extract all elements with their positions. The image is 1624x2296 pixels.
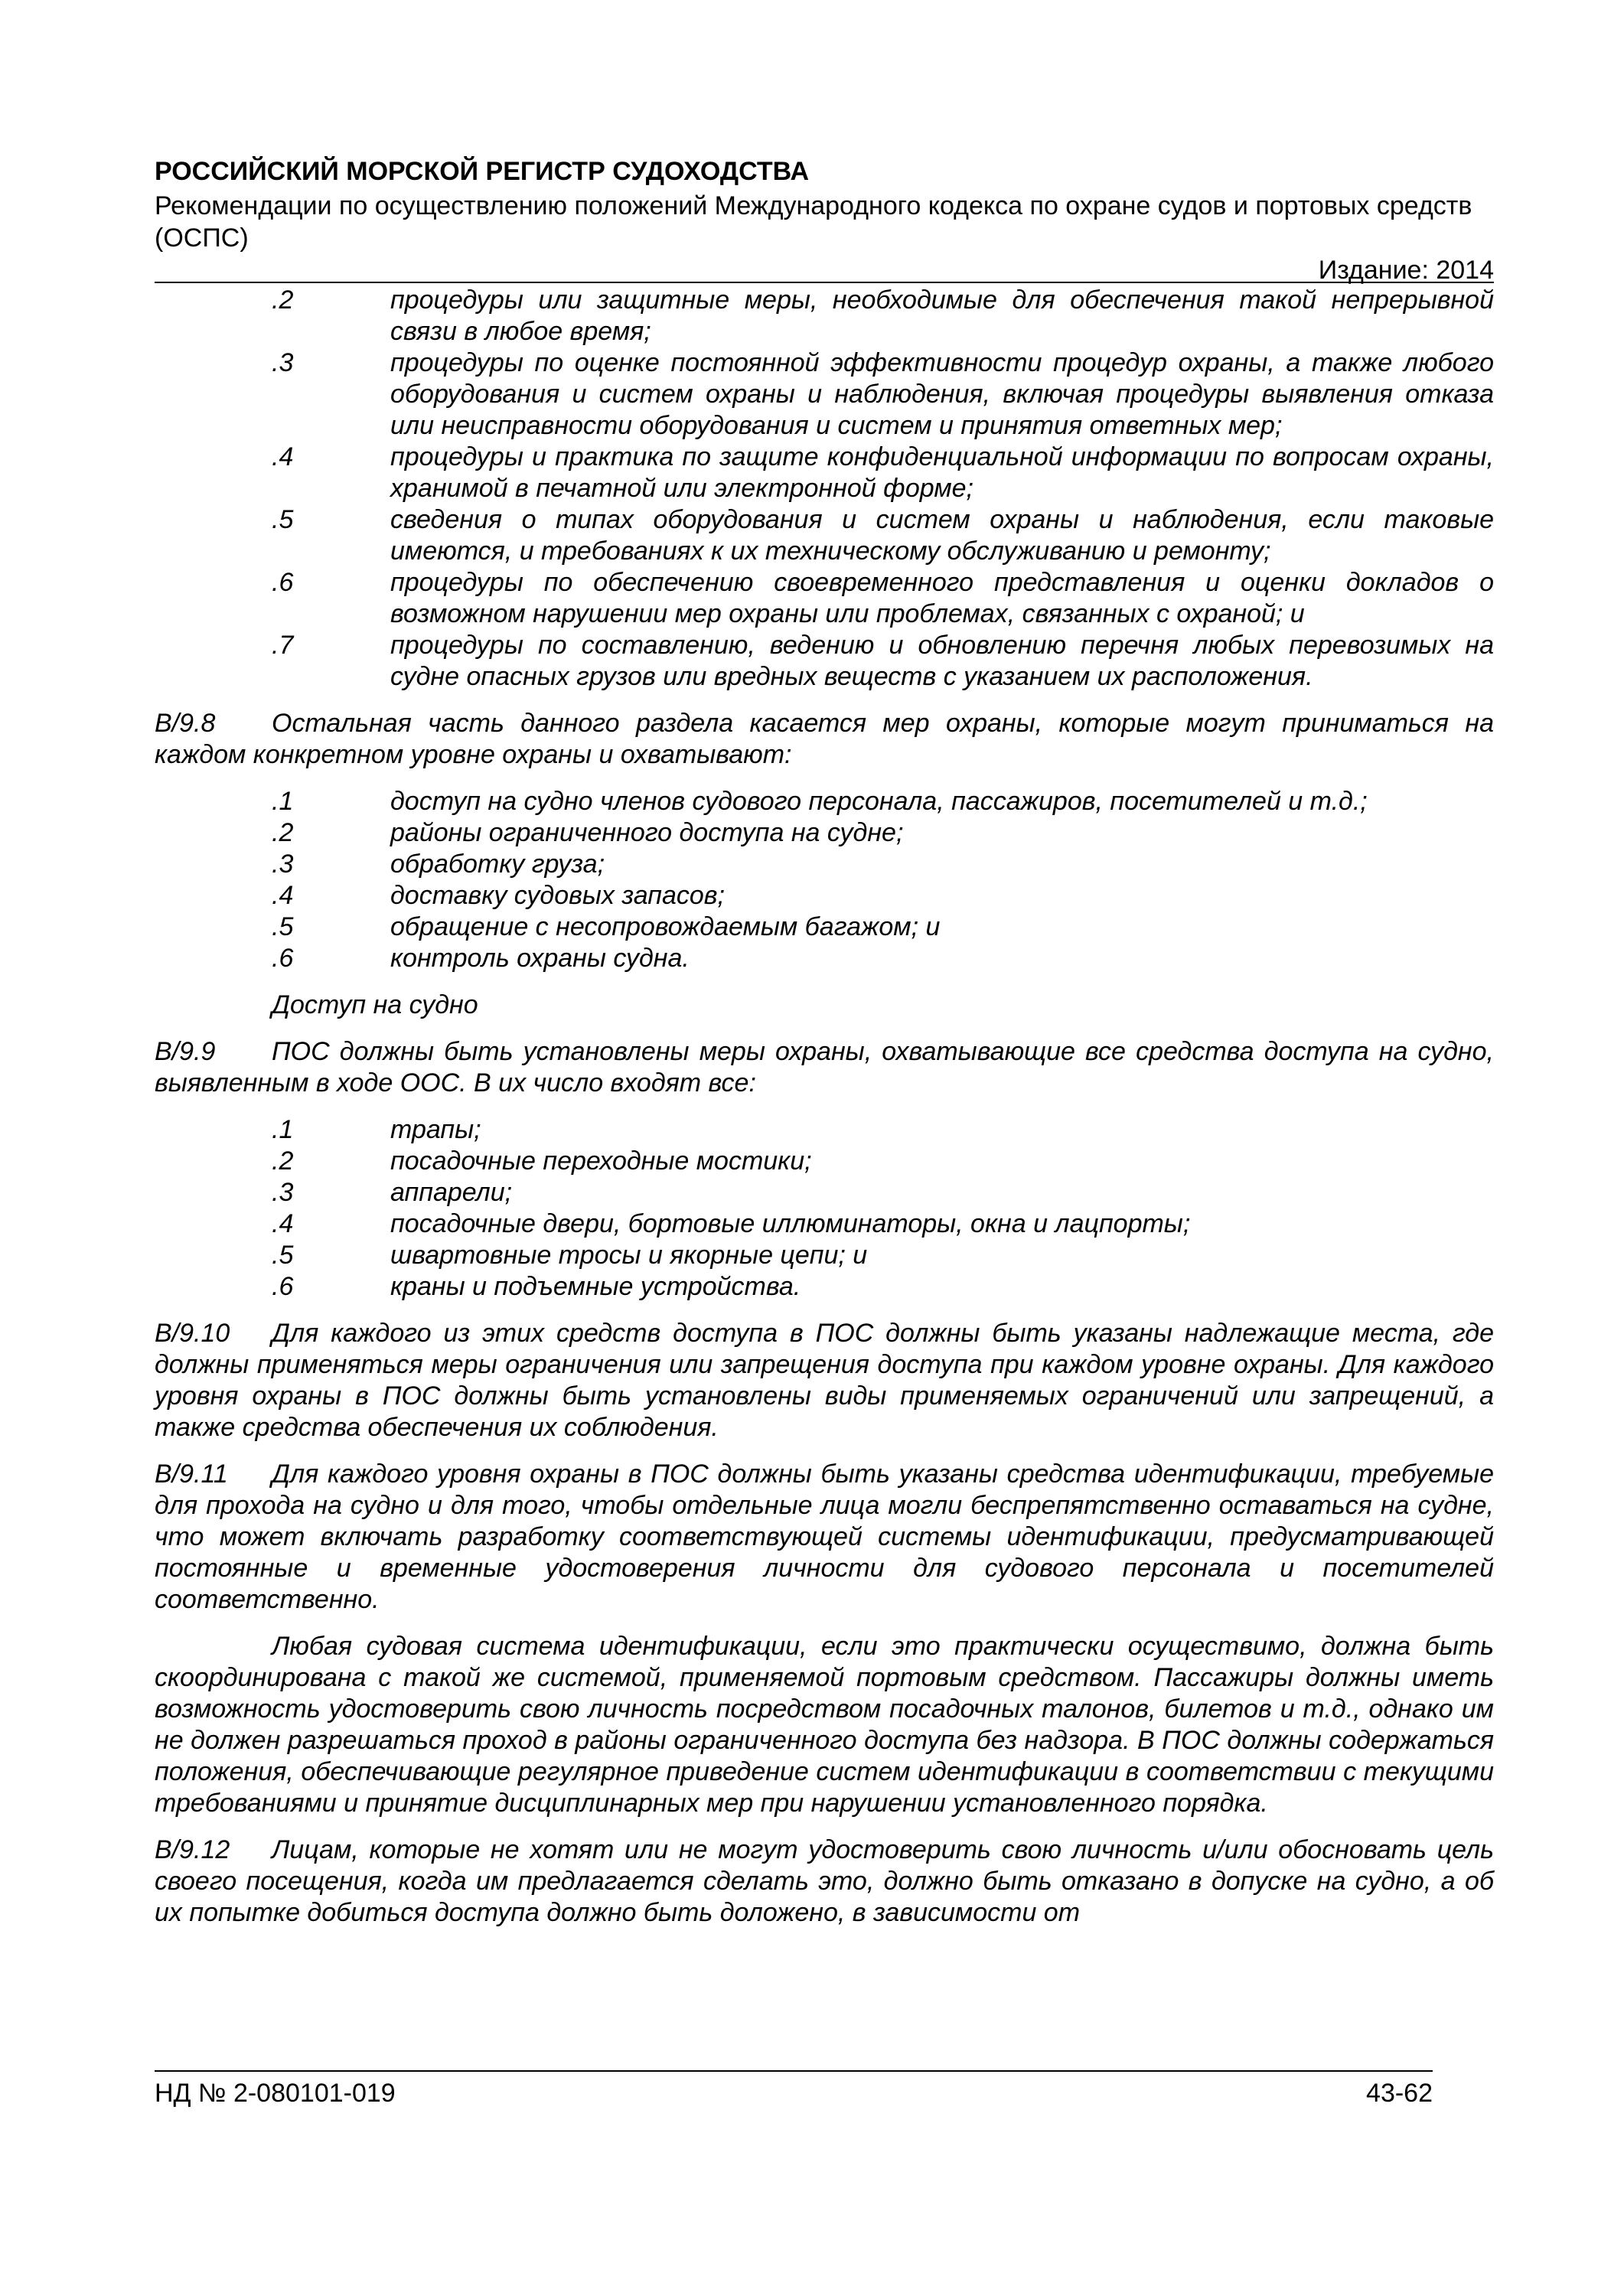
list-b9-8 [155,786,1494,974]
item-number: .7 [272,631,294,660]
item-text: трапы; [390,1115,481,1144]
item-number: .3 [272,1178,294,1207]
item-text: обращение с несопровождаемым багажом; и [390,912,941,941]
paragraph-label: B/9.9 [155,1037,216,1066]
item-text: посадочные переходные мостики; [390,1146,812,1176]
list-item [155,1146,1494,1177]
item-text: процедуры или защитные меры, необходимые для обеспечения такой непрерывной связи в любое время; [390,285,1494,346]
item-text: доставку судовых запасов; [390,881,726,910]
item-number: .3 [272,348,294,377]
list-item [155,442,1494,504]
paragraph-b9-9 [155,1036,1494,1099]
list-item [155,347,1494,442]
item-text: сведения о типах оборудования и систем охраны и наблюдения, если таковые имеются, и требованиях к их техническому обслуживанию и ремонту; [390,505,1494,566]
document-subtitle: Рекомендации по осуществлению положений Международного кодекса по охране судов и портовых средств (ОСПС) [155,191,1472,253]
item-number: .3 [272,850,294,879]
item-text: районы ограниченного доступа на судне; [390,818,904,847]
list-item [155,912,1494,943]
header-divider [155,282,1494,283]
item-number: .6 [272,1272,294,1301]
list-item [155,630,1494,693]
list-item [155,285,1494,347]
item-text: процедуры по оценке постоянной эффективности процедур охраны, а также любого оборудования и систем охраны и наблюдения, включая процедуры выявления отказа или неисправности оборудования и систем и принятия ответных мер; [390,348,1494,440]
paragraph-text: Остальная часть данного раздела касается мер охраны, которые могут приниматься на каждом конкретном уровне охраны и охватывают: [155,709,1494,769]
page-header [155,155,1494,286]
item-text: посадочные двери, бортовые иллюминаторы, окна и лацпорты; [390,1209,1191,1238]
list-item [155,504,1494,567]
list-item [155,1208,1494,1240]
paragraph-text: Для каждого из этих средств доступа в ПОС должны быть указаны надлежащие места, где должны применяться меры ограничения или запрещения доступа при каждом уровне охраны. Для каждого уровня охраны в ПОС должны быть установлены виды применяемых ограничений или запрещений, а также средства обеспечения их соблюдения. [155,1319,1494,1442]
list-top [155,285,1494,693]
list-item [155,943,1494,974]
list-item [155,1240,1494,1271]
paragraph-b9-8 [155,708,1494,771]
page-number: 43-62 [1366,2079,1433,2108]
item-number: .6 [272,944,294,973]
paragraph-label: B/9.8 [155,709,216,738]
footer-divider [155,2070,1433,2072]
list-b9-9 [155,1114,1494,1303]
paragraph-b9-11 [155,1459,1494,1616]
paragraph-text: Для каждого уровня охраны в ПОС должны быть указаны средства идентификации, требуемые для прохода на судно и для того, чтобы отдельные лица могли беспрепятственно оставаться на судне, что может включать разработку соответствующей системы идентификации, предусматривающей постоянные и временные удостоверения личности для судового персонала и посетителей соответственно. [155,1459,1494,1614]
item-number: .1 [272,787,294,816]
list-item [155,786,1494,817]
list-item [155,880,1494,912]
item-number: .4 [272,881,294,910]
item-text: обработку груза; [390,850,605,879]
item-text: аппарели; [390,1178,513,1207]
item-text: контроль охраны судна. [390,944,690,973]
paragraph-text: Лицам, которые не хотят или не могут удостоверить свою личность и/или обосновать цель своего посещения, когда им предлагается сделать это, должно быть отказано в допуске на судно, а об их попытке добиться доступа должно быть доложено, в зависимости от [155,1835,1494,1927]
paragraph-text: ПОС должны быть установлены меры охраны, охватывающие все средства доступа на судно, выявленным в ходе ООС. В их число входят все: [155,1037,1494,1097]
document-body [155,285,1494,1929]
list-item [155,817,1494,849]
document-number: НД № 2-080101-019 [155,2079,396,2108]
item-text: доступ на судно членов судового персонала, пассажиров, посетителей и т.д.; [390,787,1368,816]
item-number: .4 [272,1209,294,1238]
paragraph-label: B/9.10 [155,1319,230,1348]
item-number: .2 [272,285,294,315]
item-number: .1 [272,1115,294,1144]
list-item [155,567,1494,630]
item-text: процедуры и практика по защите конфиденциальной информации по вопросам охраны, хранимой в печатной или электронной форме; [390,442,1494,503]
item-number: .5 [272,505,294,534]
item-text: процедуры по составлению, ведению и обновлению перечня любых перевозимых на судне опасных грузов или вредных веществ с указанием их расположения. [390,631,1494,691]
organization-name: РОССИЙСКИЙ МОРСКОЙ РЕГИСТР СУДОХОДСТВА [155,157,809,186]
subheading: Доступ на судно [272,990,478,1019]
item-number: .5 [272,1241,294,1270]
list-item [155,1177,1494,1208]
paragraph-label: B/9.11 [155,1459,228,1489]
paragraph-b9-12 [155,1835,1494,1929]
item-text: краны и подъемные устройства. [390,1272,801,1301]
list-item [155,849,1494,880]
edition-label: Издание: 2014 [1318,256,1494,285]
item-number: .4 [272,442,294,471]
item-number: .2 [272,1146,294,1176]
item-number: .5 [272,912,294,941]
item-text: швартовные тросы и якорные цепи; и [390,1241,868,1270]
list-item [155,1114,1494,1146]
item-number: .6 [272,568,294,597]
paragraph-b9-11-continued: Любая судовая система идентификации, если это практически осуществимо, должна быть скоординирована с такой же системой, применяемой портовым средством. Пассажиры должны иметь возможность удостоверить свою личность посредством посадочных талонов, билетов и т.д., однако им не должен разрешаться проход в районы ограниченного доступа без надзора. В ПОС должны содержаться положения, обеспечивающие регулярное приведение систем идентификации в соответствии с текущими требованиями и принятие дисциплинарных мер при нарушении установленного порядка. [155,1632,1494,1818]
paragraph-b9-10 [155,1318,1494,1443]
item-text: процедуры по обеспечению своевременного представления и оценки докладов о возможном нарушении мер охраны или проблемах, связанных с охраной; и [390,568,1494,628]
paragraph-label: B/9.12 [155,1835,230,1864]
item-number: .2 [272,818,294,847]
list-item [155,1271,1494,1303]
